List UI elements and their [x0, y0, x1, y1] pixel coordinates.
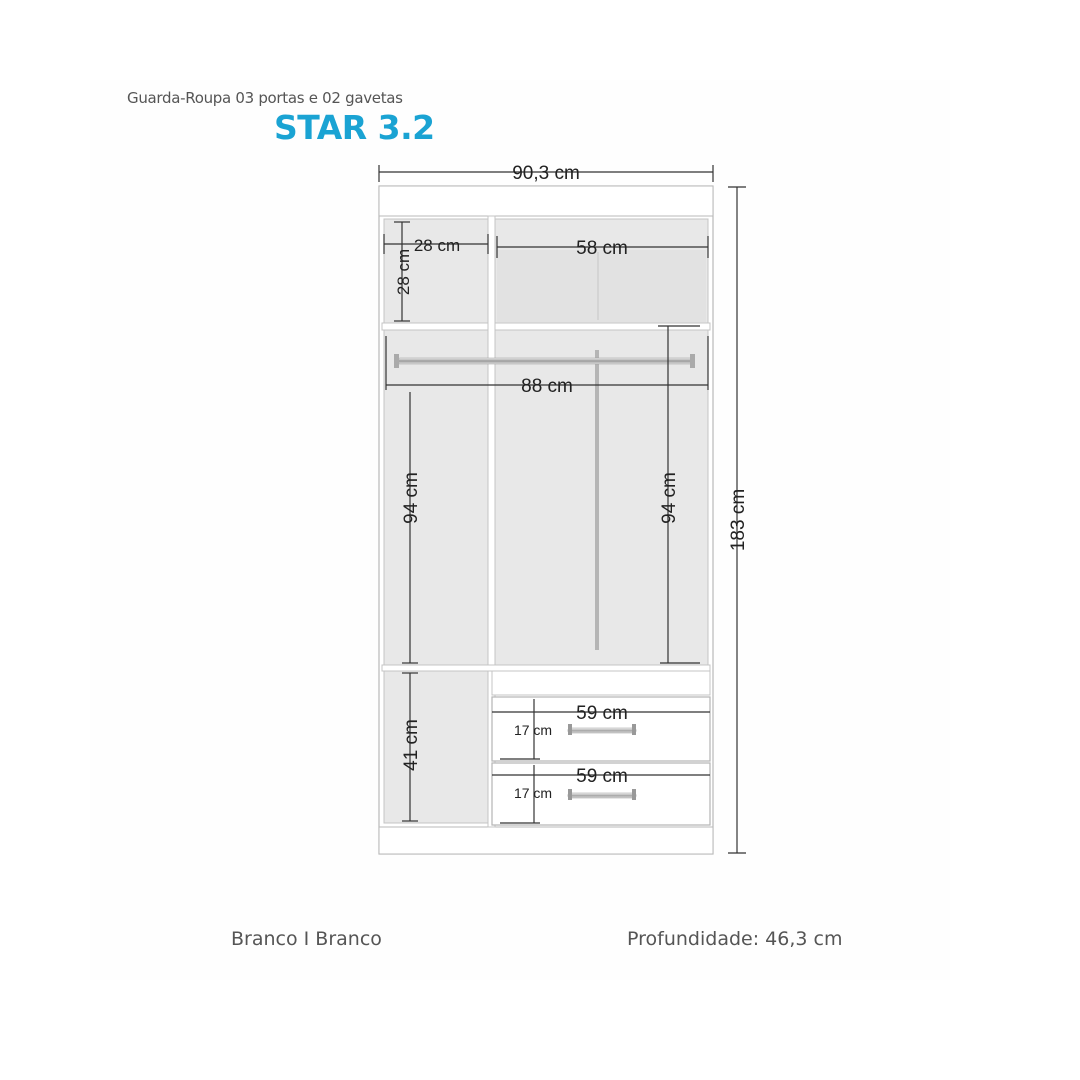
label-left-niche-height: 28 cm — [394, 248, 413, 296]
product-subtitle: Guarda-Roupa 03 portas e 02 gavetas — [127, 89, 403, 107]
lower-shelf — [382, 665, 710, 671]
rod-bracket-right — [690, 354, 695, 368]
base-plinth — [379, 827, 713, 854]
label-left-hanging-height: 94 cm — [401, 472, 422, 524]
label-lower-left-height: 41 cm — [401, 719, 422, 771]
depth-spec: Profundidade: 46,3 cm — [627, 928, 843, 950]
label-right-niche-width: 58 cm — [576, 238, 628, 259]
hanging-rod — [397, 358, 693, 364]
left-hanging-compartment — [384, 330, 488, 665]
finish-color: Branco I Branco — [231, 928, 382, 950]
label-drawer-2-width: 59 cm — [576, 766, 628, 787]
label-drawer-2-height: 17 cm — [513, 785, 553, 801]
vertical-divider — [488, 216, 495, 669]
lower-left-niche — [384, 671, 488, 823]
top-panel — [379, 186, 713, 216]
rod-bracket-left — [394, 354, 399, 368]
label-drawer-1-height: 17 cm — [513, 722, 553, 738]
upper-right-niche-back — [497, 250, 706, 322]
label-drawer-1-width: 59 cm — [576, 703, 628, 724]
label-left-niche-width: 28 cm — [413, 236, 461, 255]
label-total-height: 183 cm — [728, 488, 749, 552]
label-right-hanging-height: 94 cm — [659, 472, 680, 524]
product-model-name: STAR 3.2 — [274, 108, 435, 147]
label-hanging-width: 88 cm — [521, 376, 573, 397]
drawer-top-rail — [492, 671, 710, 695]
label-total-width: 90,3 cm — [512, 163, 580, 184]
